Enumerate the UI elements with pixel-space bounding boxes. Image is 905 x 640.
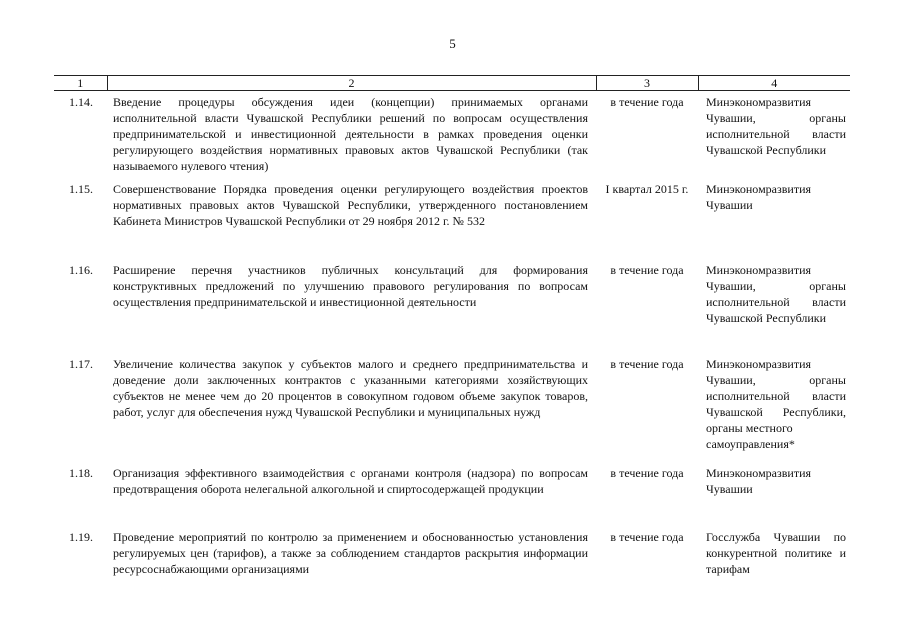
table-row [54,91,850,179]
responsible-footnote-text: самоуправления* [706,437,795,451]
item-term: в течение года [610,466,684,480]
item-activity: Расширение перечня участников публичных консультаций для формирования конструктивных предложений по улучшению правового регулирования по вопросам осуществления предпринимательской и инвестиционной деятельности [113,263,588,309]
item-activity: Увеличение количества закупок у субъектов малого и среднего предпринимательства и доведение доли заключенных контрактов с указанными категориями хозяйствующих субъектов не менее чем до 20 процентов в совокупном годовом объеме закупок товаров, работ, услуг для обеспечения нужд Чувашской Республики и муниципальных нужд [113,357,588,419]
item-term: I квартал 2015 г. [605,182,689,196]
responsible-text: Минэкономразвития Чувашии, органы исполнительной власти Чувашской Республики [706,95,846,157]
page-number: 5 [449,36,456,51]
item-number: 1.18. [69,466,93,480]
column-header-number: 1 [54,76,107,91]
responsible-text: Минэкономразвития Чувашии [706,182,812,212]
responsible-text: Госслужба Чувашии по конкурентной политике и тарифам [706,530,846,576]
item-responsible [698,353,850,462]
responsible-text: Минэкономразвития Чувашии [706,466,812,496]
item-responsible [698,259,850,353]
item-term: в течение года [610,263,684,277]
responsible-text: Минэкономразвития Чувашии, органы исполнительной власти Чувашской Республики [706,263,846,325]
item-term: в течение года [610,95,684,109]
item-responsible [698,91,850,179]
column-header-responsible: 4 [698,76,850,91]
item-number: 1.14. [69,95,93,109]
item-term: в течение года [610,530,684,544]
item-number: 1.17. [69,357,93,371]
item-number: 1.19. [69,530,93,544]
item-activity: Совершенствование Порядка проведения оценки регулирующего воздействия проектов нормативных правовых актов Чувашской Республики, утвержденного постановлением Кабинета Министров Чувашской Республики от 29 ноября 2012 г. № 532 [113,182,588,228]
item-responsible [698,526,850,579]
item-number: 1.15. [69,182,93,196]
responsible-text: Минэкономразвития Чувашии, органы исполнительной власти Чувашской Республики, органы местного [706,357,846,435]
item-responsible [698,178,850,259]
item-activity: Проведение мероприятий по контролю за применением и обоснованностью установления регулируемых цен (тарифов), а также за соблюдением стандартов раскрытия информации ресурсоснабжающими организациями [113,530,588,576]
column-header-activity: 2 [107,76,596,91]
table-row [54,462,850,526]
table-row [54,353,850,462]
item-activity: Введение процедуры обсуждения идеи (концепции) принимаемых органами исполнительной власти Чувашской Республики решений по вопросам осуществления предпринимательской и инвестиционной деятельности в рамках проведения оценки регулирующего воздействия нормативных правовых актов Чувашской Республики (так называемого нулевого чтения) [113,95,588,173]
table-row [54,259,850,353]
item-term: в течение года [610,357,684,371]
item-responsible [698,462,850,526]
column-header-term: 3 [596,76,698,91]
table-header-row [54,76,850,91]
item-activity: Организация эффективного взаимодействия с органами контроля (надзора) по вопросам предотвращения оборота нелегальной алкогольной и спиртосодержащей продукции [113,466,588,496]
action-plan-table [54,75,850,579]
item-number: 1.16. [69,263,93,277]
table-row [54,178,850,259]
table-row [54,526,850,579]
